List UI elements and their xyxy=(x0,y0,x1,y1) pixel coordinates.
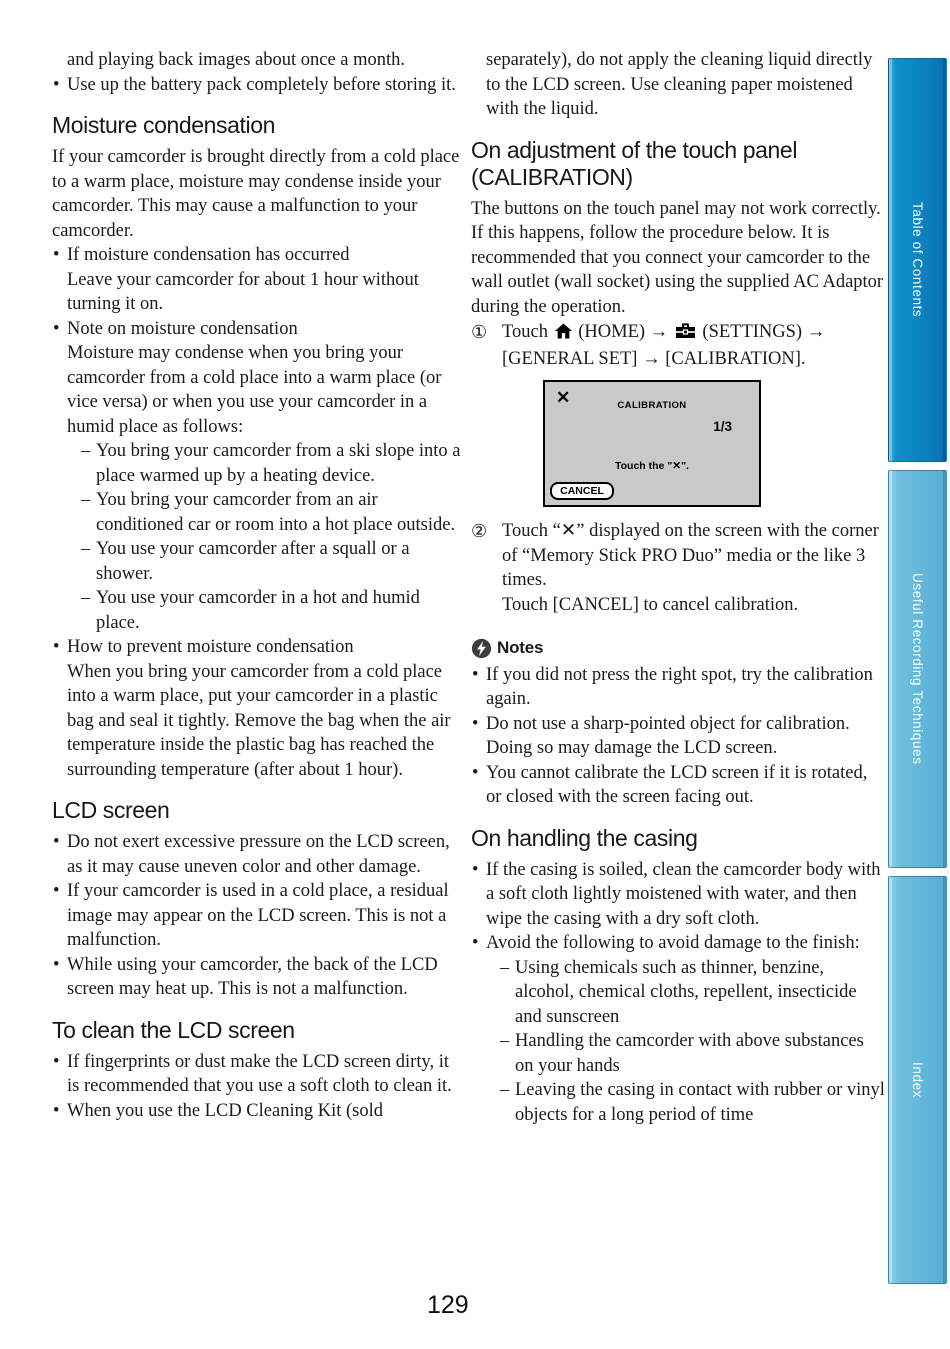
list-item: • If you did not press the right spot, try the calibration again. xyxy=(471,663,885,712)
section-title-lcd: LCD screen xyxy=(52,797,170,823)
section-title-clean-lcd: To clean the LCD screen xyxy=(52,1016,295,1043)
section-title-calibration: On adjustment of the touch panel (CALIBRATION) xyxy=(471,136,798,190)
sidebar-tab-useful-recording-techniques[interactable] xyxy=(888,470,947,868)
list-item: • How to prevent moisture condensation When you bring your camcorder from a cold place into a warm place, put your camcorder in a plastic bag and seal it tightly. Remove the bag when the air temperature inside the plastic bag has reached the surrounding temperature (after about 1 hour). xyxy=(52,635,463,782)
step-number: ① xyxy=(471,322,488,342)
calibration-screen-figure xyxy=(543,380,761,507)
step-1-line-2: [GENERAL SET] → [CALIBRATION]. xyxy=(502,348,806,369)
list-item: • If moisture condensation has occurred Leave your camcorder for about 1 hour without turning it on. xyxy=(52,243,463,317)
list-item: • Avoid the following to avoid damage to the finish: – Using chemicals such as thinner, benzine, alcohol, chemical cloths, repellent, insecticide and sunscreen – Handling the camcorder with above substances on your hands – Leaving the casing in contact with rubber or vinyl objects for a long period of time xyxy=(471,931,885,1127)
list-item: • If the casing is soiled, clean the camcorder body with a soft cloth lightly moistened with water, and then wipe the casing with a dry soft cloth. xyxy=(471,858,885,932)
list-item: • If your camcorder is used in a cold place, a residual image may appear on the LCD screen. This is not a malfunction. xyxy=(52,879,463,953)
dash-item: – Leaving the casing in contact with rubber or vinyl objects for a long period of time xyxy=(500,1078,885,1127)
right-column xyxy=(471,48,885,1127)
list-item: • Use up the battery pack completely before storing it. xyxy=(52,73,463,98)
calibration-x-mark: ✕ xyxy=(556,388,571,407)
dash-item: – You bring your camcorder from a ski slope into a place warmed up by a heating device. xyxy=(81,439,463,488)
settings-toolbox-icon xyxy=(675,322,696,347)
list-item: • You cannot calibrate the LCD screen if it is rotated, or closed with the screen facing out. xyxy=(471,761,885,810)
continuation-line: and playing back images about once a month. xyxy=(67,50,406,70)
paragraph: The buttons on the touch panel may not work correctly. If this happens, follow the procedure below. It is recommended that you connect your camcorder to the wall outlet (wall socket) using the supplied AC Adaptor during the operation. xyxy=(471,198,884,317)
list-item: • If fingerprints or dust make the LCD screen dirty, it is recommended that you use a soft cloth to clean it. xyxy=(52,1050,463,1099)
tab-label: Index xyxy=(910,1061,925,1099)
dash-item: – Handling the camcorder with above substances on your hands xyxy=(500,1029,885,1078)
list-item: • Do not use a sharp-pointed object for calibration. Doing so may damage the LCD screen. xyxy=(471,712,885,761)
page-number: 129 xyxy=(427,1291,469,1319)
continuation-line: separately), do not apply the cleaning liquid directly to the LCD screen. Use cleaning paper moistened with the liquid. xyxy=(486,50,873,119)
dash-item: – You bring your camcorder from an air conditioned car or room into a hot place outside. xyxy=(81,488,463,537)
dash-item: – You use your camcorder in a hot and humid place. xyxy=(81,586,463,635)
arrow-right: → xyxy=(649,322,669,342)
calibration-instruction: Touch the "✕". xyxy=(615,459,689,472)
step-2: ② Touch “✕” displayed on the screen with the corner of “Memory Stick PRO Duo” media or the like 3 times. Touch [CANCEL] to cancel calibration. xyxy=(471,521,879,615)
dash-item: – You use your camcorder after a squall or a shower. xyxy=(81,537,463,586)
list-item: • When you use the LCD Cleaning Kit (sold xyxy=(52,1099,463,1124)
list-item: • Note on moisture condensation Moisture may condense when you bring your camcorder from a cold place into a warm place (or vice versa) or when you use your camcorder in a humid place as follows: – You bring your camcorder from a ski slope into a place warmed up by a heating device. – You bring your camcorder from an air conditioned car or room into a hot place outside. – You use your camcorder after a squall or a shower. – You use your camcorder in a hot and humid place. xyxy=(52,317,463,636)
calibration-page-indicator: 1/3 xyxy=(713,419,732,434)
step-number: ② xyxy=(471,521,488,541)
notes-title: Notes xyxy=(497,638,544,657)
paragraph: If your camcorder is brought directly from a cold place to a warm place, moisture may condense inside your camcorder. This may cause a malfunction to your camcorder. xyxy=(52,147,460,241)
left-column xyxy=(52,48,463,1123)
section-title-casing: On handling the casing xyxy=(471,824,698,851)
calibration-figure-title: CALIBRATION xyxy=(617,400,687,411)
section-title-moisture: Moisture condensation xyxy=(52,112,276,138)
sidebar-tab-table-of-contents[interactable] xyxy=(888,58,947,462)
list-item: • Do not exert excessive pressure on the LCD screen, as it may cause uneven color and other damage. xyxy=(52,830,463,879)
notes-header xyxy=(471,636,885,661)
step-1 xyxy=(471,320,885,371)
home-icon xyxy=(555,322,572,347)
cancel-button: CANCEL xyxy=(550,482,614,500)
arrow-right: → xyxy=(806,322,826,342)
tab-label: Table of Contents xyxy=(910,202,925,318)
step-1-line-1: Touch (HOME) → (SETTINGS) → xyxy=(502,320,885,347)
tab-label: Useful Recording Techniques xyxy=(910,573,925,765)
sidebar-tab-index[interactable] xyxy=(888,876,947,1284)
list-item: • While using your camcorder, the back of the LCD screen may heat up. This is not a malfunction. xyxy=(52,953,463,1002)
dash-item: – Using chemicals such as thinner, benzine, alcohol, chemical cloths, repellent, insecticide and sunscreen xyxy=(500,956,885,1030)
note-bolt-icon xyxy=(471,638,492,659)
